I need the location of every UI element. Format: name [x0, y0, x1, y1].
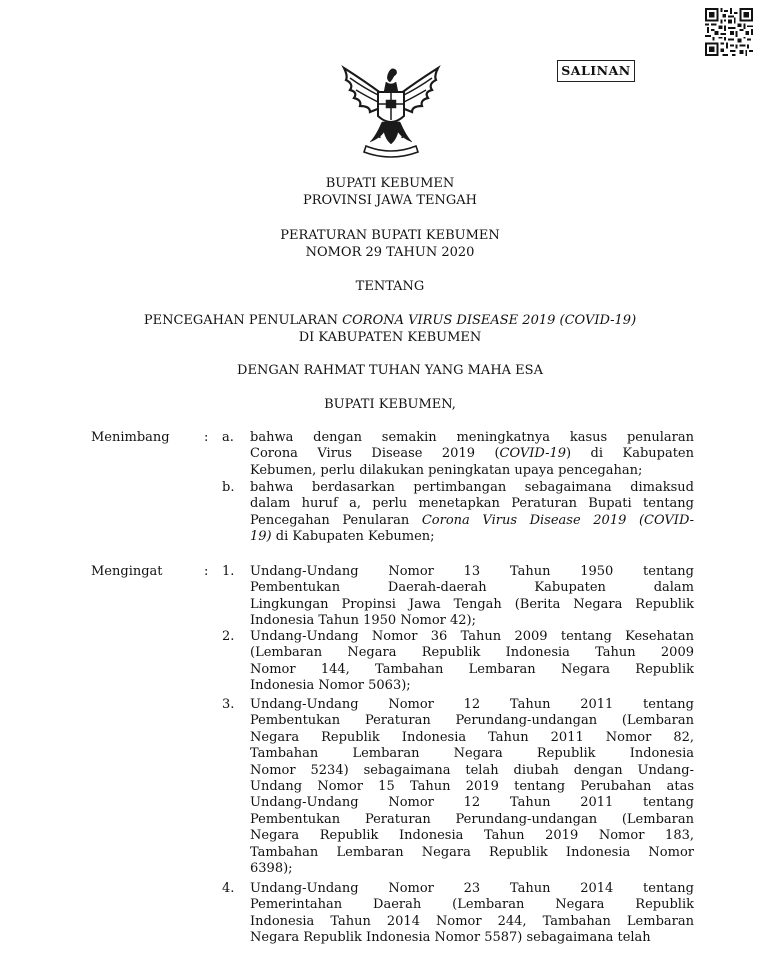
mengingat-item-marker: 4. — [222, 881, 235, 896]
garuda-emblem-icon — [336, 62, 446, 162]
mengingat-text-line: Nomor 5234) sebagaimana telah diubah dengan Undang- — [250, 762, 694, 778]
mengingat-text-line: 6398); — [250, 861, 293, 877]
mengingat-item-marker: 1. — [222, 564, 235, 579]
salinan-stamp: SALINAN — [557, 60, 635, 82]
tentang-heading: TENTANG — [355, 279, 425, 294]
mengingat-colon: : — [204, 564, 209, 579]
mengingat-text-line: Undang-Undang Nomor 12 Tahun 2011 tentang — [250, 697, 694, 712]
issuer-title: BUPATI KEBUMEN — [325, 176, 455, 191]
mengingat-text-line: Tambahan Lembaran Negara Republik Indonesia — [250, 746, 694, 762]
mengingat-text-line: Pembentukan Peraturan Perundang-undangan (Lembaran — [250, 713, 694, 729]
menimbang-text-line — [250, 496, 694, 512]
text-segment: Corona Virus Disease 2019 ( — [250, 446, 500, 462]
mengingat-text-line: Negara Republik Indonesia Tahun 2011 Nomor 82, — [250, 729, 694, 745]
menimbang-text-line — [250, 529, 694, 545]
mengingat-text-line: (Lembaran Negara Republik Indonesia Tahun 2009 — [250, 645, 694, 661]
text-segment: Kebumen, perlu dilakukan peningkatan upaya pencegahan; — [250, 462, 643, 478]
italic-term: Corona Virus Disease 2019 (COVID- — [421, 512, 695, 528]
mengingat-item-text — [250, 697, 694, 877]
mengingat-item-text — [250, 564, 694, 630]
mengingat-item-text — [250, 881, 694, 947]
mengingat-text-line: Negara Republik Indonesia Nomor 5587) sebagaimana telah — [250, 930, 651, 946]
menimbang-item-text — [250, 430, 694, 479]
text-segment: di Kabupaten Kebumen; — [271, 529, 435, 545]
mengingat-text-line: Lingkungan Propinsi Jawa Tengah (Berita Negara Republik — [250, 596, 694, 612]
preamble-blessing: DENGAN RAHMAT TUHAN YANG MAHA ESA — [237, 363, 543, 378]
mengingat-text-line: Nomor 144, Tambahan Lembaran Negara Republik — [250, 661, 694, 677]
menimbang-text-line — [250, 463, 694, 479]
subject-italic-text: CORONA VIRUS DISEASE 2019 (COVID-19) — [342, 313, 637, 328]
italic-term: COVID-19 — [499, 446, 567, 462]
mengingat-text-line: Tambahan Lembaran Negara Republik Indonesia Nomor — [250, 844, 694, 860]
menimbang-text-line — [250, 480, 694, 496]
regulation-subject-line-2: DI KABUPATEN KEBUMEN — [298, 330, 482, 345]
menimbang-item-text — [250, 480, 694, 546]
mengingat-label: Mengingat — [91, 564, 163, 579]
mengingat-text-line: Indonesia Tahun 2014 Nomor 244, Tambahan Lembaran — [250, 913, 694, 929]
mengingat-text-line: Negara Republik Indonesia Tahun 2019 Nomor 183, — [250, 828, 694, 844]
mengingat-text-line: Undang-Undang Nomor 23 Tahun 2014 tentang — [250, 881, 694, 896]
mengingat-text-line: Undang-Undang Nomor 13 Tahun 1950 tentang — [250, 564, 694, 579]
text-segment: dalam huruf a, perlu menetapkan Peraturan Bupati tentang — [250, 496, 694, 512]
text-segment: bahwa berdasarkan pertimbangan sebagaimana dimaksud — [250, 480, 694, 495]
text-segment: Pencegahan Penularan — [250, 512, 422, 528]
issuer-salutation: BUPATI KEBUMEN, — [324, 397, 456, 412]
menimbang-item-marker: a. — [222, 430, 234, 445]
menimbang-text-line — [250, 446, 694, 462]
subject-text: PENCEGAHAN PENULARAN — [143, 313, 343, 328]
mengingat-text-line: Undang Nomor 15 Tahun 2019 tentang Perubahan atas — [250, 779, 694, 795]
regulation-subject-line-1 — [0, 313, 767, 329]
mengingat-item-marker: 3. — [222, 697, 235, 712]
menimbang-label: Menimbang — [91, 430, 170, 445]
mengingat-text-line: Undang-Undang Nomor 12 Tahun 2011 tentang — [250, 795, 694, 811]
menimbang-colon: : — [204, 430, 209, 445]
mengingat-text-line: Pemerintahan Daerah (Lembaran Negara Republik — [250, 897, 694, 913]
menimbang-text-line — [250, 430, 694, 446]
menimbang-text-line — [250, 513, 694, 529]
regulation-number: NOMOR 29 TAHUN 2020 — [305, 245, 475, 260]
qr-code-icon — [705, 8, 753, 56]
mengingat-text-line: Pembentukan Peraturan Perundang-undangan (Lembaran — [250, 811, 694, 827]
text-segment: bahwa dengan semakin meningkatnya kasus penularan — [250, 430, 694, 445]
menimbang-item-marker: b. — [222, 480, 235, 495]
italic-term: 19) — [250, 529, 272, 545]
province-title: PROVINSI JAWA TENGAH — [303, 193, 477, 208]
text-segment: ) di Kabupaten — [566, 446, 694, 462]
mengingat-item-marker: 2. — [222, 629, 235, 644]
mengingat-text-line: Indonesia Nomor 5063); — [250, 678, 411, 694]
regulation-title: PERATURAN BUPATI KEBUMEN — [280, 228, 500, 243]
mengingat-text-line: Indonesia Tahun 1950 Nomor 42); — [250, 613, 477, 629]
mengingat-item-text — [250, 629, 694, 695]
mengingat-text-line: Undang-Undang Nomor 36 Tahun 2009 tentang Kesehatan — [250, 629, 694, 644]
mengingat-text-line: Pembentukan Daerah-daerah Kabupaten dalam — [250, 580, 694, 596]
